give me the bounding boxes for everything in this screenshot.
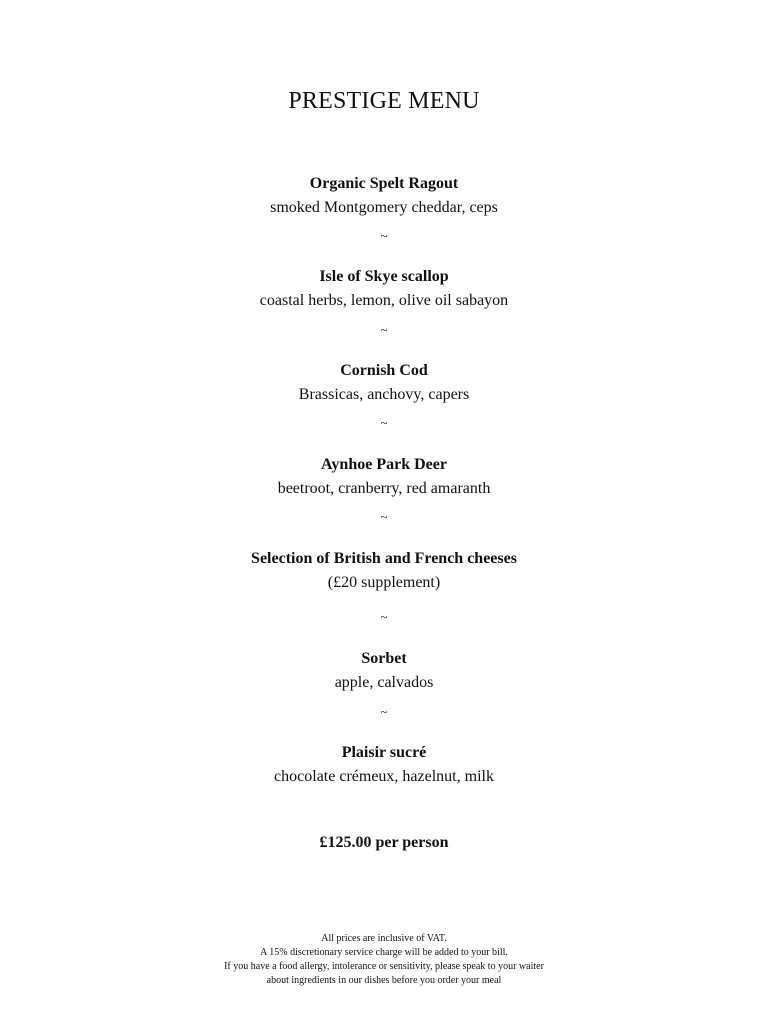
course-name: Aynhoe Park Deer bbox=[321, 456, 447, 473]
course-name: Organic Spelt Ragout bbox=[309, 175, 459, 192]
footer-line: All prices are inclusive of VAT. bbox=[321, 933, 447, 944]
course-item bbox=[0, 360, 768, 406]
course-description: chocolate crémeux, hazelnut, milk bbox=[274, 768, 494, 785]
course-separator: ~ bbox=[380, 415, 388, 430]
course-separator: ~ bbox=[380, 509, 388, 524]
course-name: Isle of Skye scallop bbox=[319, 268, 449, 285]
course-description: coastal herbs, lemon, olive oil sabayon bbox=[259, 292, 509, 309]
course-separator: ~ bbox=[380, 609, 388, 624]
course-separator: ~ bbox=[380, 704, 388, 719]
footer-notice bbox=[0, 932, 768, 988]
course-item bbox=[0, 173, 768, 219]
course-item bbox=[0, 548, 768, 594]
course-name: Sorbet bbox=[361, 650, 407, 667]
course-description: (£20 supplement) bbox=[327, 574, 441, 591]
course-item bbox=[0, 742, 768, 788]
footer-line: about ingredients in our dishes before you order your meal bbox=[266, 975, 502, 986]
footer-line: A 15% discretionary service charge will be added to your bill. bbox=[260, 947, 508, 958]
course-description: beetroot, cranberry, red amaranth bbox=[277, 480, 491, 497]
course-description: smoked Montgomery cheddar, ceps bbox=[270, 199, 498, 216]
course-description: apple, calvados bbox=[334, 674, 434, 691]
course-name: Cornish Cod bbox=[340, 362, 428, 379]
course-description: Brassicas, anchovy, capers bbox=[298, 386, 470, 403]
course-name: Selection of British and French cheeses bbox=[251, 550, 517, 567]
course-item bbox=[0, 266, 768, 312]
course-separator: ~ bbox=[380, 322, 388, 337]
course-name: Plaisir sucré bbox=[341, 744, 427, 761]
menu-price: £125.00 per person bbox=[319, 834, 449, 851]
course-separator: ~ bbox=[380, 228, 388, 243]
menu-title: PRESTIGE MENU bbox=[288, 88, 480, 114]
footer-line: If you have a food allergy, intolerance or sensitivity, please speak to your waiter bbox=[224, 961, 544, 972]
course-item bbox=[0, 454, 768, 500]
course-item bbox=[0, 648, 768, 694]
